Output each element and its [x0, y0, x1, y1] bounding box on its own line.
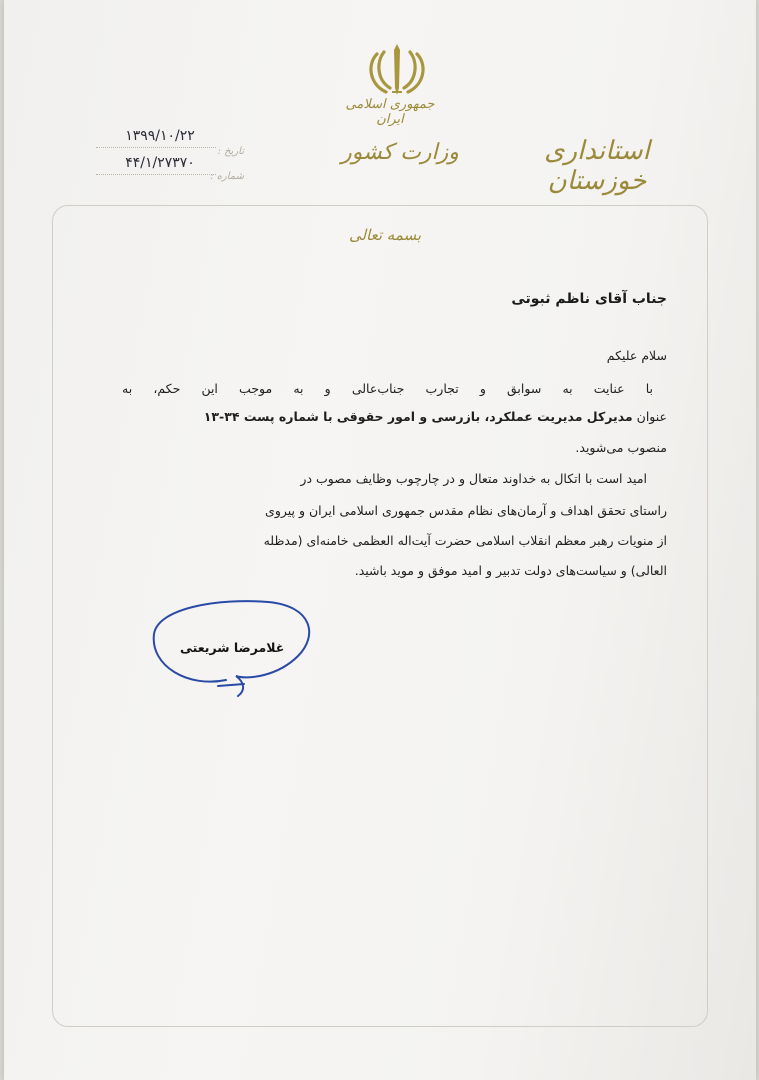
- number-label: شماره :: [210, 171, 244, 182]
- date-value: ۱۳۹۹/۱۰/۲۲: [125, 128, 195, 144]
- republic-title: جمهوری اسلامی ایران: [345, 97, 435, 127]
- paragraph1-line2: [204, 409, 667, 424]
- salutation: سلام علیکم: [606, 348, 667, 363]
- paragraph1-line3: منصوب می‌شوید.: [575, 440, 667, 455]
- date-dotted-line: [96, 147, 216, 148]
- date-row: [96, 128, 268, 157]
- paragraph2-line1: امید است با اتکال به خداوند متعال و در چارچوب وظایف مصوب در: [300, 471, 647, 486]
- paragraph1-line1-text: با عنایت به سوابق و تجارب جناب‌عالی و به موجب این حکم، به: [122, 381, 653, 396]
- number-row: [96, 155, 268, 182]
- recipient: جناب آقای ناظم ثبوتی: [511, 291, 667, 307]
- signer-name: غلامرضا شریعتی: [180, 640, 285, 655]
- paragraph1-line1: [122, 381, 667, 396]
- ministry-title: وزارت کشور: [341, 140, 459, 165]
- date-label: تاریخ :: [217, 146, 244, 157]
- number-value: ۴۴/۱/۲۷۳۷۰: [125, 155, 195, 171]
- paragraph2-line4: العالی) و سیاست‌های دولت تدبیر و امید موفق و موید باشید.: [354, 563, 667, 578]
- paragraph2-line2: راستای تحقق اهداف و آرمان‌های نظام مقدس جمهوری اسلامی ایران و پیروی: [265, 503, 667, 518]
- iran-emblem-icon: [364, 40, 430, 98]
- position-title: مدیرکل مدیریت عملکرد، بازرسی و امور حقوقی با شماره پست ۳۴-۱۳: [203, 409, 633, 424]
- governorate-title: استانداری خوزستان: [544, 136, 650, 196]
- paragraph1-line2-prefix: عنوان: [636, 409, 667, 424]
- paragraph2-line3: از منویات رهبر معظم انقلاب اسلامی حضرت آیت‌اله العظمی خامنه‌ای (مدظله: [263, 533, 667, 548]
- besmeh-heading: بسمه تعالی: [348, 226, 422, 244]
- number-dotted-line: [96, 174, 216, 175]
